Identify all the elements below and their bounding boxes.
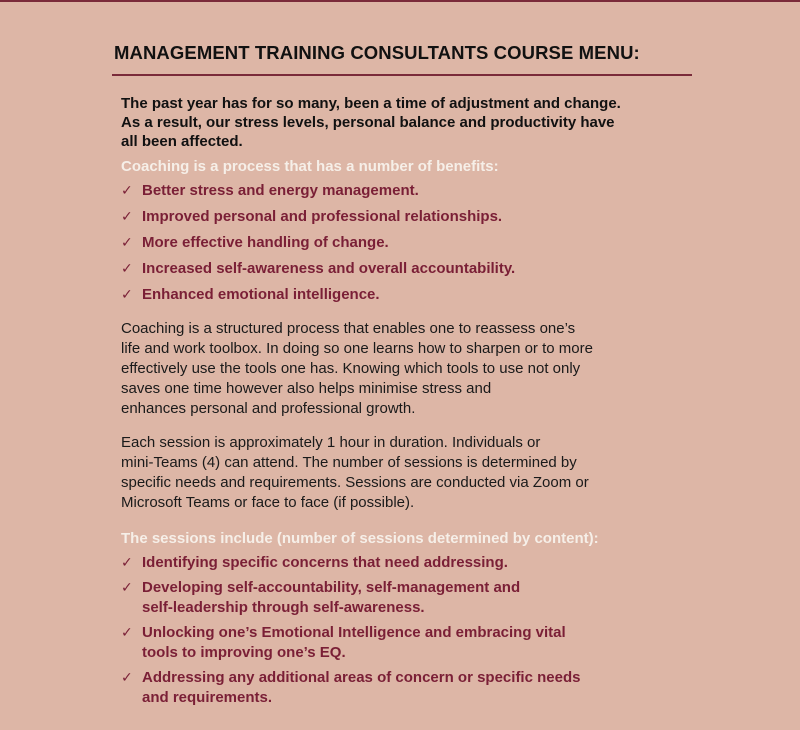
session-text: Addressing any additional areas of concern or specific needs — [142, 669, 581, 686]
intro-line: all been affected. — [121, 133, 243, 150]
benefits-list — [121, 181, 721, 305]
list-item — [121, 623, 721, 663]
list-item — [121, 578, 721, 618]
list-item — [121, 285, 721, 305]
list-item — [121, 181, 721, 201]
paragraph-line: life and work toolbox. In doing so one learns how to sharpen or to more — [121, 340, 593, 357]
session-text: self-leadership through self-awareness. — [142, 599, 425, 616]
benefit-text: Improved personal and professional relationships. — [142, 208, 503, 225]
list-item — [121, 233, 721, 253]
session-details — [121, 433, 721, 513]
check-icon: ✓ — [121, 287, 133, 303]
check-icon: ✓ — [121, 209, 133, 225]
intro-line: The past year has for so many, been a time of adjustment and change. — [121, 95, 621, 112]
list-item — [121, 207, 721, 227]
check-icon: ✓ — [121, 235, 133, 251]
paragraph-line: mini-Teams (4) can attend. The number of sessions is determined by — [121, 454, 577, 471]
paragraph-line: Each session is approximately 1 hour in duration. Individuals or — [121, 434, 541, 451]
sessions-heading: The sessions include (number of sessions determined by content): — [121, 530, 599, 547]
coaching-description — [121, 319, 721, 419]
benefits-heading: Coaching is a process that has a number of benefits: — [121, 158, 499, 175]
check-icon: ✓ — [121, 625, 133, 641]
page-title: MANAGEMENT TRAINING CONSULTANTS COURSE MENU: — [114, 42, 640, 63]
list-item — [121, 553, 721, 573]
session-text: Developing self-accountability, self-management and — [142, 579, 521, 596]
check-icon: ✓ — [121, 670, 133, 686]
session-text: Unlocking one’s Emotional Intelligence and embracing vital — [142, 624, 566, 641]
content — [121, 94, 721, 713]
title-underline — [112, 74, 692, 76]
check-icon: ✓ — [121, 261, 133, 277]
check-icon: ✓ — [121, 580, 133, 596]
intro-line: As a result, our stress levels, personal balance and productivity have — [121, 114, 615, 131]
sessions-list — [121, 553, 721, 708]
session-text: and requirements. — [142, 689, 273, 706]
check-icon: ✓ — [121, 183, 133, 199]
benefit-text: Better stress and energy management. — [142, 182, 419, 199]
list-item — [121, 259, 721, 279]
paragraph-line: Coaching is a structured process that enables one to reassess one’s — [121, 320, 576, 337]
intro-paragraph — [121, 94, 721, 151]
paragraph-line: Microsoft Teams or face to face (if possible). — [121, 494, 415, 511]
paragraph-line: saves one time however also helps minimise stress and — [121, 380, 492, 397]
paragraph-line: effectively use the tools one has. Knowing which tools to use not only — [121, 360, 581, 377]
benefit-text: More effective handling of change. — [142, 234, 389, 251]
paragraph-line: specific needs and requirements. Sessions are conducted via Zoom or — [121, 474, 589, 491]
benefit-text: Increased self-awareness and overall accountability. — [142, 260, 516, 277]
check-icon: ✓ — [121, 555, 133, 571]
list-item — [121, 668, 721, 708]
benefit-text: Enhanced emotional intelligence. — [142, 286, 380, 303]
session-text: tools to improving one’s EQ. — [142, 644, 346, 661]
session-text: Identifying specific concerns that need addressing. — [142, 554, 508, 571]
paragraph-line: enhances personal and professional growth. — [121, 400, 416, 417]
